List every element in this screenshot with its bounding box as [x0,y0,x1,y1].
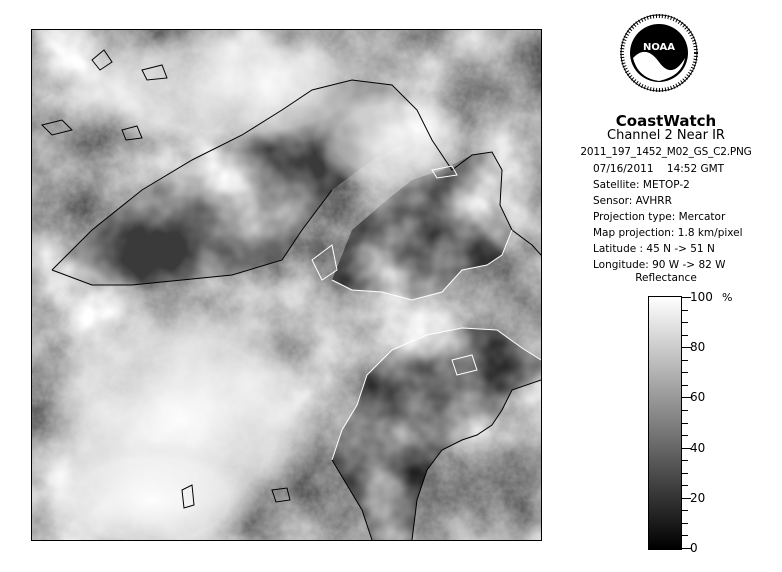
acquisition-time: 14:52 GMT [666,163,725,175]
colorbar-tick [682,423,688,424]
colorbar-tick [682,310,688,311]
colorbar-tick-label: 40 [690,441,706,455]
colorbar-tick [682,360,688,361]
colorbar-tick [682,485,688,486]
colorbar-tick [682,535,688,536]
colorbar-label: Reflectance [635,272,697,284]
noaa-logo [620,14,698,92]
product-title: CoastWatch [615,112,717,130]
colorbar-tick [682,385,688,386]
colorbar-tick-label: 80 [690,340,706,354]
colorbar-tick [682,523,688,524]
satellite-imagery [32,30,541,540]
colorbar-tick [682,473,688,474]
colorbar-tick [682,435,688,436]
colorbar-unit: % [722,291,733,304]
satellite-map [31,29,542,541]
colorbar-tick-label: 20 [690,491,706,505]
colorbar-tick-label: 100 [690,290,713,304]
colorbar-tick [682,510,688,511]
map-projection: Map projection: 1.8 km/pixel [593,227,743,239]
projection-type: Projection type: Mercator [593,211,726,223]
colorbar-tick-label: 60 [690,390,706,404]
latitude-range: Latitude : 45 N -> 51 N [593,243,715,255]
colorbar-tick [682,410,688,411]
satellite-info: Satellite: METOP-2 [593,179,690,191]
sensor-info: Sensor: AVHRR [593,195,672,207]
longitude-range: Longitude: 90 W -> 82 W [593,259,726,271]
acquisition-datetime [593,163,724,175]
svg-text:NOAA: NOAA [642,42,676,53]
colorbar-tick [682,372,688,373]
colorbar-tick-label: 0 [690,541,698,555]
colorbar-tick [682,335,688,336]
acquisition-date: 07/16/2011 [593,163,654,175]
channel-name: Channel 2 Near IR [607,128,725,143]
colorbar-tick [682,460,688,461]
file-name: 2011_197_1452_M02_GS_C2.PNG [580,146,752,158]
colorbar-tick [682,322,688,323]
reflectance-colorbar [648,296,682,550]
